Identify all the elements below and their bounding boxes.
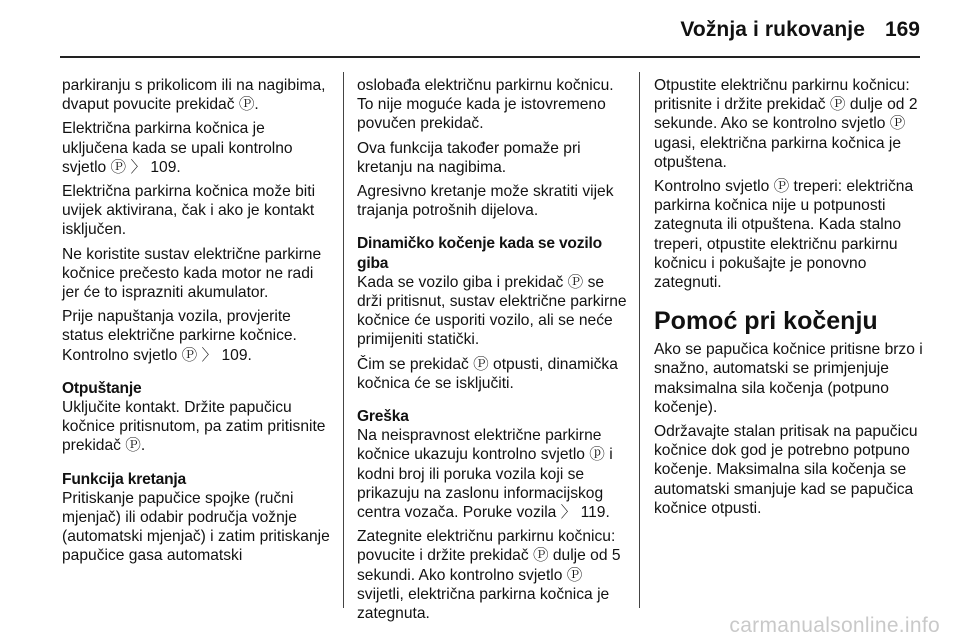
paragraph: Ova funkcija također pomaže pri kretanju na nagibima. — [357, 139, 581, 176]
watermark: carmanualsonline.info — [729, 614, 940, 637]
subheading-fault: Greška — [357, 408, 409, 426]
text-column-3 — [654, 76, 926, 523]
paragraph: Ne koristite sustav električne parkirne kočnice prečesto kada motor ne radi jer će to isprazniti akumulator. — [62, 245, 322, 302]
paragraph: Prije napuštanja vozila, provjerite status električne parkirne kočnice. Kontrolno svjetlo Ⓟ 〉 109. — [62, 308, 297, 364]
section-title-brake-assist: Pomoć pri kočenju — [654, 307, 878, 336]
subheading-drive-away: Funkcija kretanja — [62, 470, 186, 488]
page-number: 169 — [884, 18, 920, 41]
header-divider — [60, 56, 920, 58]
paragraph: Zategnite električnu parkirnu kočnicu: povucite i držite prekidač Ⓟ dulje od 5 sekundi. Ako kontrolno svjetlo Ⓟ svijetli, električna parkirna kočnica je zategnuta. — [357, 528, 621, 623]
paragraph: Održavajte stalan pritisak na papučicu kočnice dok god je potrebno potpuno kočenje. Maksimalna sila kočenja se automatski smanjuje kad se papučica kočnice otpusti. — [654, 423, 918, 517]
paragraph: Uključite kontakt. Držite papučicu kočnice pritisnutom, pa zatim pritisnite prekidač Ⓟ. — [62, 399, 326, 455]
paragraph: Na neispravnost električne parkirne kočnice ukazuju kontrolno svjetlo ⓟ i kodni broj ili poruka vozila koji se prikazuju na zaslonu informacijskog centra vozača. Poruke vozila 〉 119. — [357, 427, 613, 522]
column-divider — [343, 72, 344, 608]
subheading-release: Otpuštanje — [62, 379, 142, 397]
page-title: Vožnja i rukovanje — [680, 18, 865, 41]
paragraph: Kada se vozilo giba i prekidač Ⓟ se drži pritisnut, sustav električne parkirne kočnice će usporiti vozilo, ali se neće primijeniti statički. — [357, 273, 627, 349]
paragraph: Ako se papučica kočnice pritisne brzo i snažno, automatski se primjenjuje maksimalna sila kočenja (potpuno kočenje). — [654, 341, 923, 416]
column-divider — [639, 72, 640, 608]
text-column-2 — [357, 76, 629, 628]
paragraph: Pritiskanje papučice spojke (ručni mjenjač) ili odabir područja vožnje (automatski mjenjač) i zatim pritiskanje papučice gasa automatski — [62, 489, 330, 565]
paragraph: Električna parkirna kočnica je uključena kada se upali kontrolno svjetlo Ⓟ 〉 109. — [62, 120, 293, 176]
paragraph: Kontrolno svjetlo Ⓟ treperi: električna parkirna kočnica nije u potpunosti zategnuta ili otpuštena. Kada stalno treperi, otpustite električnu parkirnu kočnicu i pokušajte je ponovno zategnuti. — [654, 178, 914, 292]
paragraph: Električna parkirna kočnica može biti uvijek aktivirana, čak i ako je kontakt isključen. — [62, 183, 316, 239]
text-column-1 — [62, 76, 334, 571]
paragraph: Otpustite električnu parkirnu kočnicu: pritisnite i držite prekidač Ⓟ dulje od 2 sekunde. Ako se kontrolno svjetlo Ⓟ ugasi, električna parkirna kočnica je otpuštena. — [654, 77, 918, 171]
paragraph: Agresivno kretanje može skratiti vijek trajanja potrošnih dijelova. — [357, 183, 614, 220]
paragraph: oslobađa električnu parkirnu kočnicu. To nije moguće kada je istovremeno povučen prekidač. — [357, 77, 614, 133]
subheading-dynamic-braking: Dinamičko kočenje kada se vozilo giba — [357, 235, 602, 272]
paragraph: parkiranju s prikolicom ili na nagibima, dvaput povucite prekidač Ⓟ. — [62, 77, 326, 114]
paragraph: Čim se prekidač Ⓟ otpusti, dinamička kočnica će se isključiti. — [357, 355, 618, 392]
